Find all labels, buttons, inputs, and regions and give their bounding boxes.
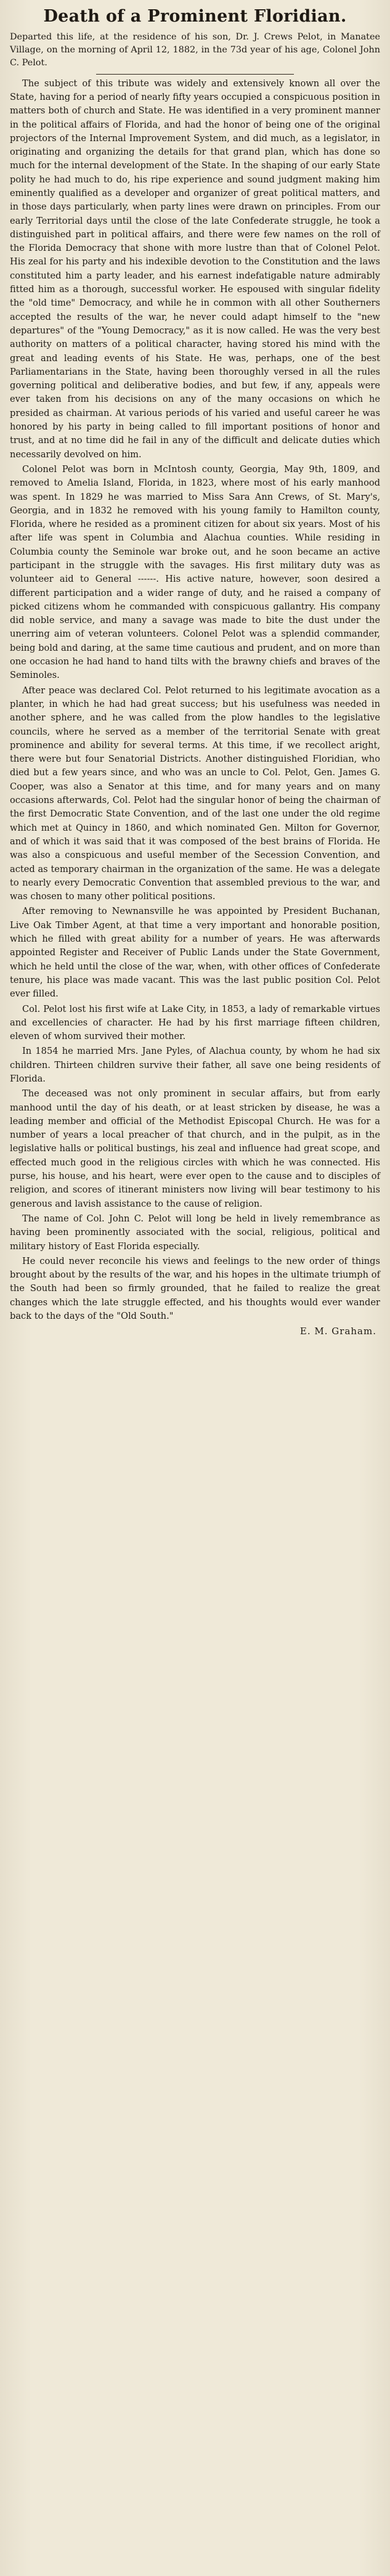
dek: Departed this life, at the residence of his son, Dr. J. Crews Pelot, in Manatee Village, on the morning of April 12, 1882, in the 73d year of his age, Colonel John C. Pelot. — [10, 32, 380, 68]
paragraph-remembrance: The name of Col. John C. Pelot will long be held in lively remembrance as having been prominently associated with the social, religious, political and military history of East Florida especially. — [10, 1213, 380, 1252]
paragraph-birth-and-war: Colonel Pelot was born in McIntosh county, Georgia, May 9th, 1809, and removed to Amelia Island, Florida, in 1823, where most of his early manhood was spent. In 1829 he was married to Miss Sara Ann Crews, of St. Mary's, Georgia, and in 1832 he removed with his young family to Hamilton county, Florida, where he resided as a prominent citizen for about six years. Most of his after life was spent in Columbia and Alachua counties. While residing in Columbia county the Seminole war broke out, and he soon became an active participant in the struggle with the savages. His first military duty was as volunteer aid to General ------. His active nature, however, soon desired a different participation and a wider range of duty, and he raised a company of picked citizens whom he commanded with conspicuous gallantry. His company did noble service, and many a savage was made to bite the dust under the unerring aim of veteran volunteers. Colonel Pelot was a splendid commander, being bold and daring, at the same time cautious and prudent, and on more than one occasion he had hand to hand tilts with the brawny chiefs and braves of the Seminoles. — [10, 463, 380, 681]
paragraph-second-marriage: In 1854 he married Mrs. Jane Pyles, of Alachua county, by whom he had six children. Thirteen children survive their father, all save one being residents of Florida. — [10, 1046, 380, 1084]
author-signature: E. M. Graham. — [299, 1326, 376, 1337]
article-body — [10, 77, 380, 1324]
paragraph-career: The subject of this tribute was widely and extensively known all over the State, having for a period of nearly fifty years occupied a conspicuous position in matters both of church and State. He was identified in a very prominent manner in the political affairs of Florida, and had the honor of being one of the original projectors of the Internal Improvement System, and did much, as a legislator, in originating and organizing the details for that grand plan, which has done so much for the internal development of the State. In the shaping of our early State polity he had much to do, his ripe experience and sound judgment making him eminently qualified as a developer and organizer of great political matters, and in those days particularly, when party lines were drawn on principles. From our early Territorial days until the close of the late Confederate struggle, he took a distinguished part in political affairs, and there were few names on the roll of the Florida Democracy that shone with more lustre than that of Colonel Pelot. His zeal for his party and his indexible devotion to the Constitution and the laws constituted him a party leader, and his earnest indefatigable nature admirably fitted him as a thorough, successful worker. He espoused with singular fidelity the "old time" Democracy, and while he in common with all other Southerners accepted the results of the war, he never could adapt himself to the "new departures" of the "Young Democracy," as it is now called. He was the very best authority on matters of a political character, having stored his mind with the great and leading events of his State. He was, perhaps, one of the best Parliamentarians in the State, having been thoroughly versed in all the rules governing political and deliberative bodies, and but few, if any, appeals were ever taken from his decisions on any of the many occasions on which he presided as chairman. At various periods of his varied and useful career he was honored by his party in being called to fill important positions of honor and trust, and at no time did he fail in any of the difficult and delicate duties which necessarily devolved on him. — [10, 78, 380, 460]
paragraph-legislative: After peace was declared Col. Pelot returned to his legitimate avocation as a planter, in which he had had great success; but his usefulness was needed in another sphere, and he was called from the plow handles to the legislative councils, where he served as a member of the territorial Senate with great prominence and ability for several terms. At this time, if we recollect aright, there were but four Senatorial Districts. Another distinguished Floridian, who died but a few years since, and who was an uncle to Col. Pelot, Gen. James G. Cooper, was also a Senator at this time, and for many years and on many occasions afterwards, Col. Pelot had the singular honor of being the chairman of the first Democratic State Convention, and of the last one under the old regime which met at Quincy in 1860, and which nominated Gen. Milton for Governor, and of which it was said that it was composed of the best brains of Florida. He was also a conspicuous and useful member of the Secession Convention, and acted as temporary chairman in the organization of the same. He was a delegate to nearly every Democratic Convention that assembled previous to the war, and was chosen to many other political positions. — [10, 685, 380, 902]
headline: Death of a Prominent Floridian. — [43, 7, 347, 26]
paragraph-church: The deceased was not only prominent in secular affairs, but from early manhood until the day of his death, or at least stricken by disease, he was a leading member and official of the Methodist Episcopal Church. He was for a number of years a local preacher of that church, and in the pulpit, as in the legislative halls or political bustings, his zeal and influence had great scope, and effected much good in the religious circles with which he was connected. His purse, his house, and his heart, were ever open to the cause and to disciples of religion, and scores of itinerant ministers now living will bear testimony to his generous and lavish assistance to the cause of religion. — [10, 1088, 380, 1209]
paragraph-appointments: After removing to Newnansville he was appointed by President Buchanan, Live Oak Timber Agent, at that time a very important and honorable position, which he filled with great ability for a number of years. He was afterwards appointed Register and Receiver of Public Lands under the State Government, which he held until the close of the war, when, with other offices of Confederate tenure, his place was made vacant. This was the last public position Col. Pelot ever filled. — [10, 906, 380, 1000]
divider-rule — [96, 74, 294, 75]
paragraph-old-south: He could never reconcile his views and feelings to the new order of things brought about by the results of the war, and his hopes in the ultimate triumph of the South had been so firmly grounded, that he failed to realize the great changes which the late struggle effected, and his thoughts would ever wander back to the days of the "Old South." — [10, 1255, 380, 1322]
paragraph-first-wife: Col. Pelot lost his first wife at Lake City, in 1853, a lady of remarkable virtues and excellencies of character. He had by his first marriage fifteen children, eleven of whom survived their mother. — [10, 1003, 380, 1042]
